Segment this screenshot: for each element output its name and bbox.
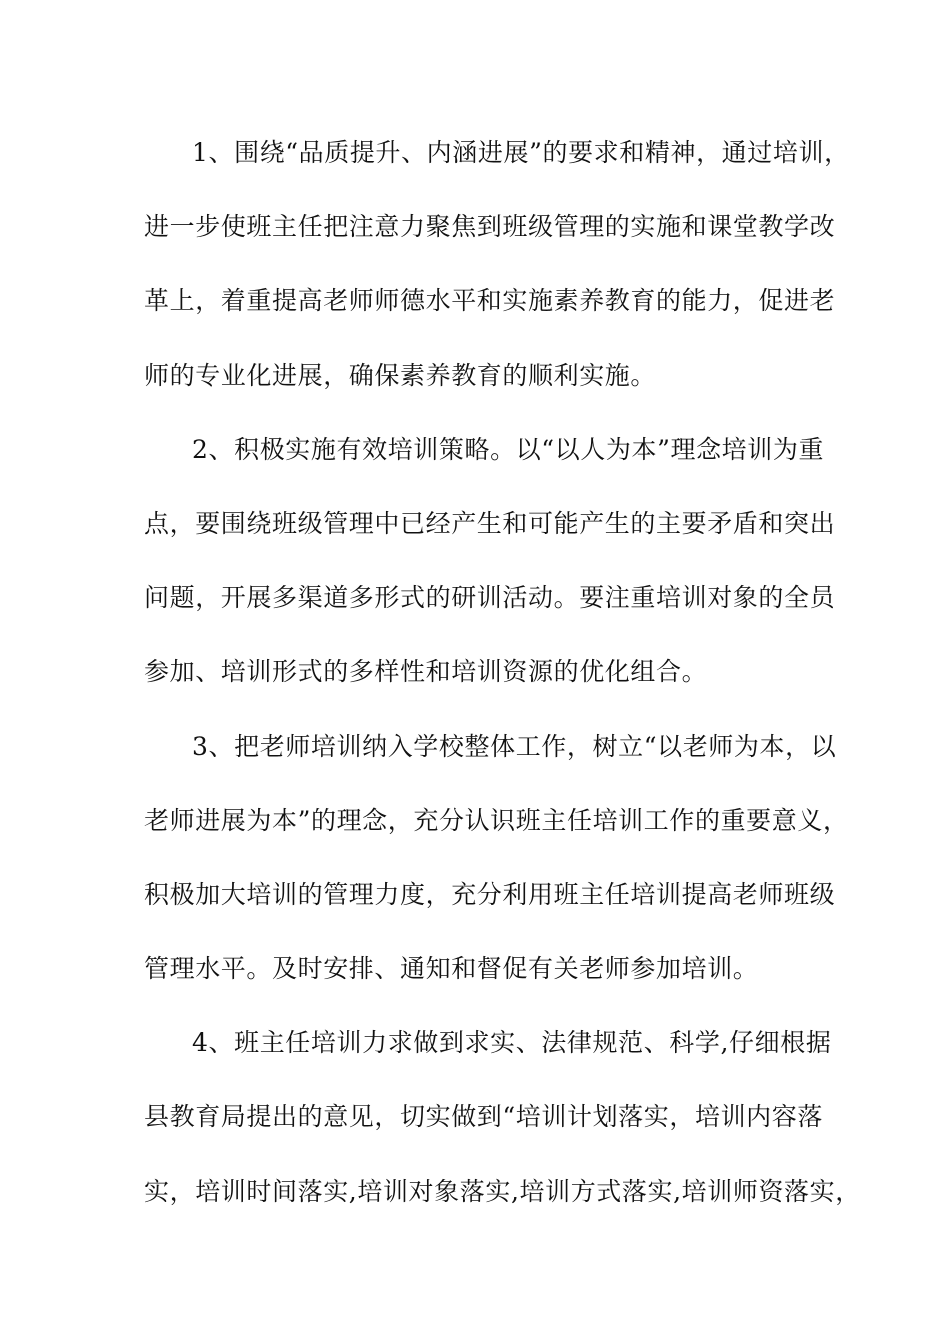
- text-line: 师的专业化进展，确保素养教育的顺利实施。: [144, 360, 657, 390]
- text-line: 县教育局提出的意见，切实做到“培训计划落实，培训内容落: [144, 1102, 823, 1132]
- text-line: 点，要围绕班级管理中已经产生和可能产生的主要矛盾和突出: [144, 508, 836, 538]
- paragraph-2: [144, 423, 836, 720]
- text-line: 革上，着重提高老师师德水平和实施素养教育的能力，促进老: [144, 286, 836, 316]
- paragraph-4: [144, 1016, 861, 1239]
- document-body: [144, 126, 861, 1239]
- text-line: 4、班主任培训力求做到求实、法律规范、科学,仔细根据: [192, 1028, 832, 1058]
- text-line: 参加、培训形式的多样性和培训资源的优化组合。: [144, 657, 708, 687]
- text-line: 2、积极实施有效培训策略。以“以人为本”理念培训为重: [192, 434, 825, 464]
- text-line: 问题，开展多渠道多形式的研训活动。要注重培训对象的全员: [144, 583, 836, 613]
- text-line: 进一步使班主任把注意力聚焦到班级管理的实施和课堂教学改: [144, 212, 836, 242]
- text-line: 3、把老师培训纳入学校整体工作，树立“以老师为本，以: [192, 731, 837, 761]
- text-line: 1、围绕“品质提升、内涵进展”的要求和精神，通过培训，: [192, 138, 850, 167]
- paragraph-3: [144, 720, 849, 1017]
- paragraph-1: [144, 126, 850, 423]
- text-line: 实，培训时间落实,培训对象落实,培训方式落实,培训师资落实，: [144, 1176, 861, 1206]
- text-line: 老师进展为本”的理念，充分认识班主任培训工作的重要意义，: [144, 805, 849, 835]
- text-line: 管理水平。及时安排、通知和督促有关老师参加培训。: [144, 954, 759, 984]
- text-line: 积极加大培训的管理力度，充分利用班主任培训提高老师班级: [144, 879, 836, 909]
